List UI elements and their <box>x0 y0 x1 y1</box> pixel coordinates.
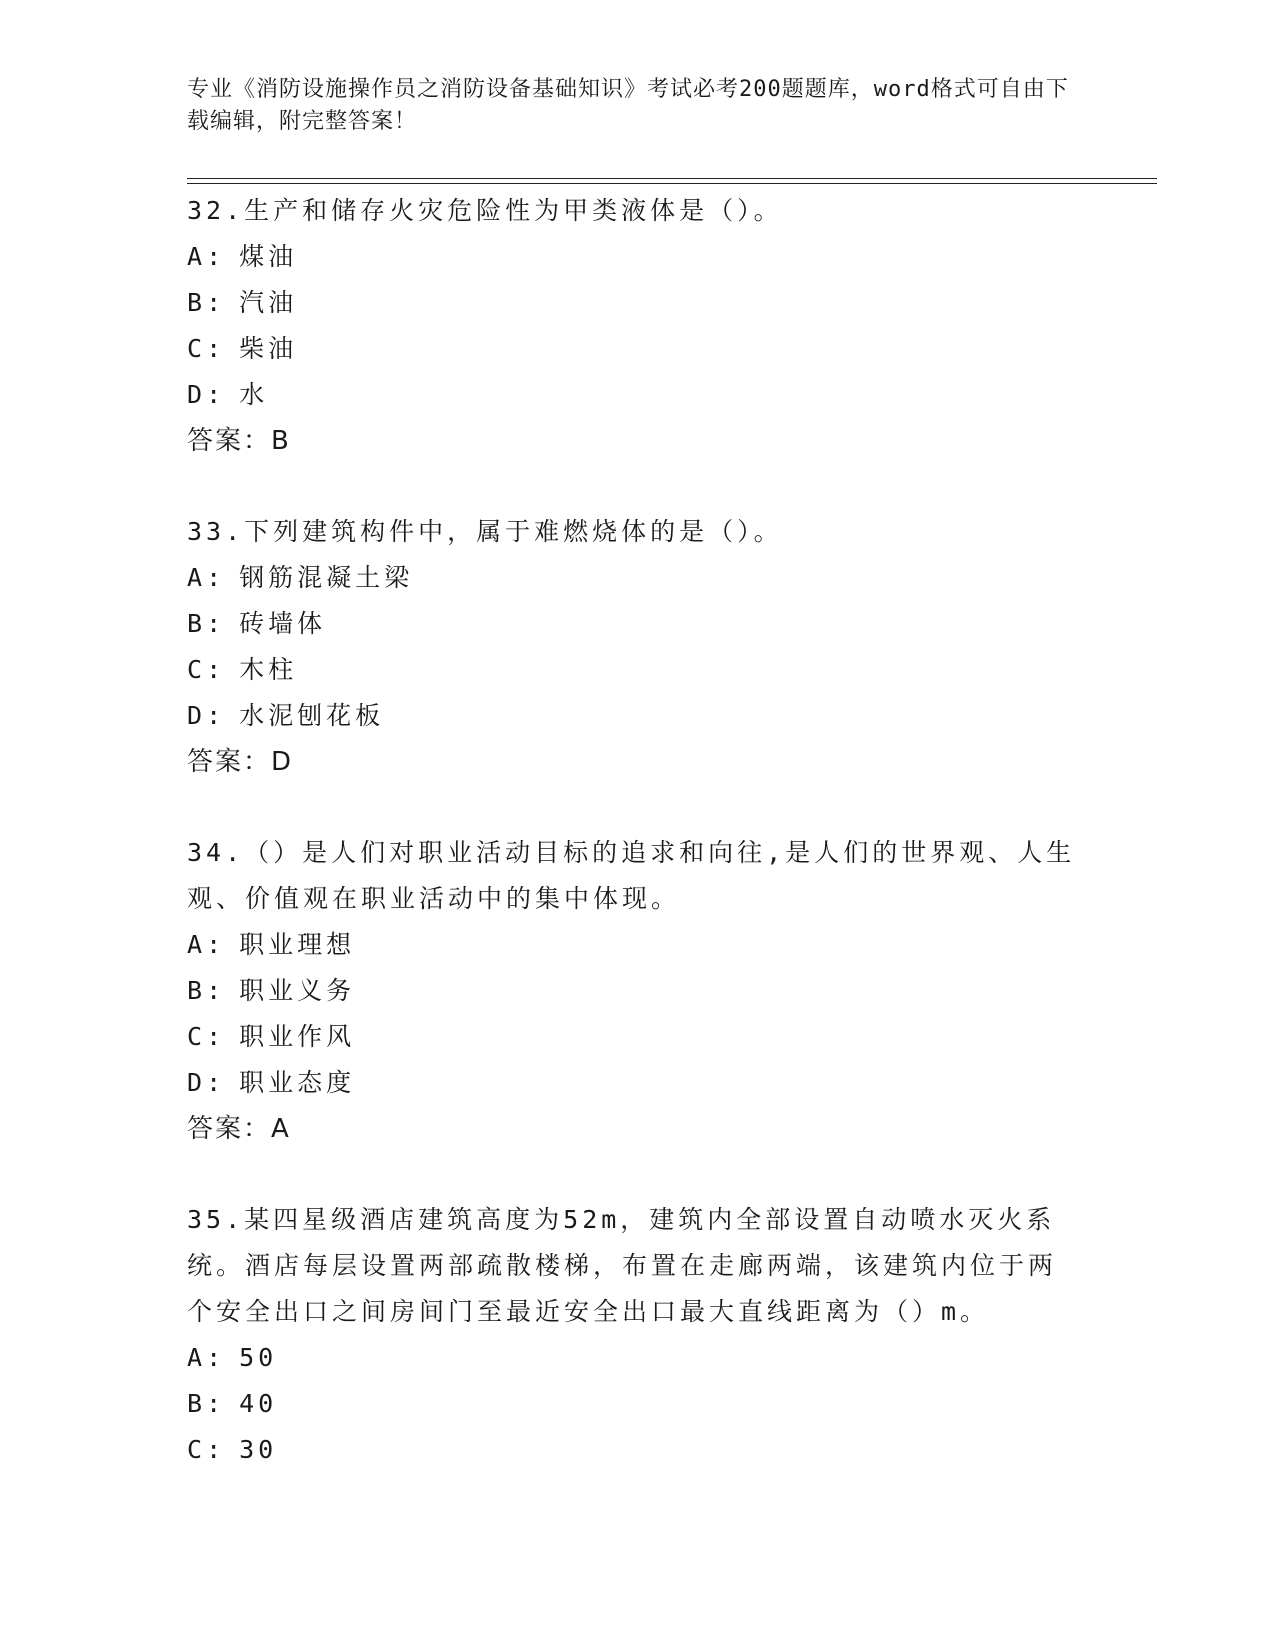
option-d: D: 水泥刨花板 <box>187 701 385 730</box>
question-33 <box>187 509 1077 785</box>
document-header: 专业《消防设施操作员之消防设备基础知识》考试必考200题题库，word格式可自由下载编辑，附完整答案！ <box>187 77 1069 134</box>
option-c: C: 职业作风 <box>187 1022 356 1051</box>
option-d: D: 水 <box>187 380 269 409</box>
question-34 <box>187 830 1077 1152</box>
answer-label: 答案：A <box>187 1114 291 1144</box>
option-letter: B <box>187 976 207 1005</box>
option-text: 木柱 <box>239 655 298 684</box>
option-letter: B <box>187 288 207 317</box>
question-stem: 35.某四星级酒店建筑高度为52m，建筑内全部设置自动喷水灭火系统。酒店每层设置两部疏散楼梯，布置在走廊两端，该建筑内位于两个安全出口之间房间门至最近安全出口最大直线距离为（）m。 <box>187 1205 1058 1326</box>
option-text: 汽油 <box>239 288 298 317</box>
answer-label: 答案：B <box>187 426 291 456</box>
option-text: 40 <box>239 1389 278 1418</box>
option-letter: C <box>187 1022 207 1051</box>
option-a: A: 50 <box>187 1343 278 1372</box>
option-a: A: 职业理想 <box>187 930 356 959</box>
option-a: A: 煤油 <box>187 242 298 271</box>
option-text: 水泥刨花板 <box>239 701 385 730</box>
option-b: B: 40 <box>187 1389 278 1418</box>
option-letter: D <box>187 380 207 409</box>
option-letter: A <box>187 242 207 271</box>
option-letter: B <box>187 609 207 638</box>
option-d: D: 职业态度 <box>187 1068 356 1097</box>
option-letter: A <box>187 563 207 592</box>
option-text: 煤油 <box>239 242 298 271</box>
question-list <box>187 188 1077 1518</box>
question-35 <box>187 1197 1077 1473</box>
option-text: 砖墙体 <box>239 609 327 638</box>
option-letter: B <box>187 1389 207 1418</box>
option-c: C: 柴油 <box>187 334 298 363</box>
option-letter: D <box>187 1068 207 1097</box>
option-text: 职业态度 <box>239 1068 356 1097</box>
option-b: B: 职业义务 <box>187 976 356 1005</box>
option-letter: A <box>187 930 207 959</box>
header-divider-top <box>187 178 1157 179</box>
question-stem: 32.生产和储存火灾危险性为甲类液体是（）。 <box>187 196 783 225</box>
option-text: 30 <box>239 1435 278 1464</box>
option-c: C: 30 <box>187 1435 278 1464</box>
option-c: C: 木柱 <box>187 655 298 684</box>
option-text: 钢筋混凝土梁 <box>239 563 414 592</box>
option-text: 职业作风 <box>239 1022 356 1051</box>
question-stem: 33.下列建筑构件中，属于难燃烧体的是（）。 <box>187 517 783 546</box>
option-text: 50 <box>239 1343 278 1372</box>
option-letter: C <box>187 1435 207 1464</box>
answer-label: 答案：D <box>187 747 294 777</box>
option-text: 职业理想 <box>239 930 356 959</box>
option-a: A: 钢筋混凝土梁 <box>187 563 414 592</box>
option-b: B: 砖墙体 <box>187 609 327 638</box>
header-divider-bottom <box>187 183 1157 184</box>
option-text: 水 <box>239 380 269 409</box>
option-letter: C <box>187 655 207 684</box>
question-32 <box>187 188 1077 464</box>
option-letter: C <box>187 334 207 363</box>
question-stem: 34.（）是人们对职业活动目标的追求和向往,是人们的世界观、人生观、价值观在职业活动中的集中体现。 <box>187 838 1076 913</box>
option-text: 职业义务 <box>239 976 356 1005</box>
option-b: B: 汽油 <box>187 288 298 317</box>
option-letter: D <box>187 701 207 730</box>
option-text: 柴油 <box>239 334 298 363</box>
option-letter: A <box>187 1343 207 1372</box>
